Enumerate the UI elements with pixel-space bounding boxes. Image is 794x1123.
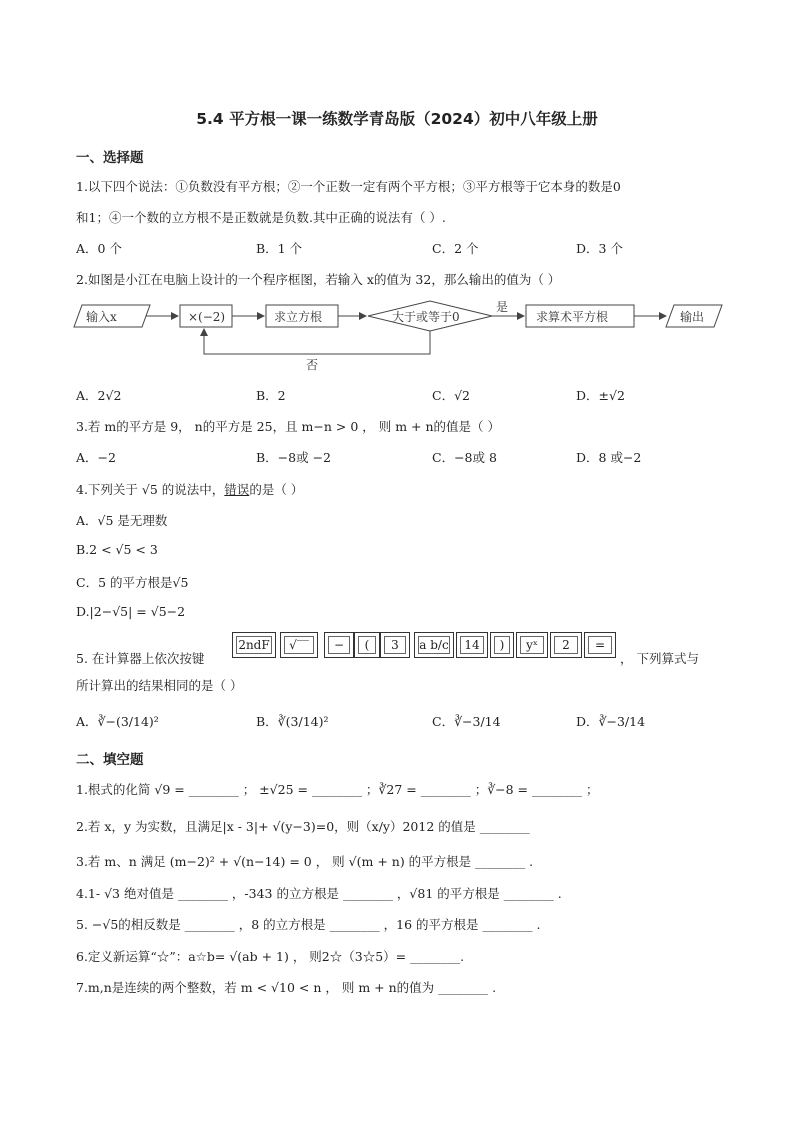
q5-option-b: B．∛(3/14)²	[256, 714, 329, 729]
question-5-line2: 所计算出的结果相同的是（ ）	[76, 678, 243, 693]
flow-output-label: 输出	[680, 310, 705, 324]
question-2-text: 2.如图是小江在电脑上设计的一个程序框图，若输入 x的值为 32，那么输出的值为（ ）	[76, 272, 561, 287]
fill-question-5: 5. −√5的相反数是 ________ ，8 的立方根是 ________ ，16 的平方根是 ________ .	[76, 917, 541, 932]
key-equals: =	[584, 632, 616, 658]
section-heading-choice: 一、选择题	[76, 150, 144, 166]
question-1-line1: 1.以下四个说法：①负数没有平方根；②一个正数一定有两个平方根；③平方根等于它本身的数是0	[76, 179, 621, 194]
question-3-text: 3.若 m的平方是 9， n的平方是 25，且 m−n > 0 ， 则 m + n的值是（ ）	[76, 419, 501, 434]
q3-option-b: B．−8或 −2	[256, 450, 332, 465]
question-5-post: ， 下列算式与	[620, 651, 699, 666]
page-title: 5.4 平方根一课一练数学青岛版（2024）初中八年级上册	[196, 110, 598, 128]
q1-option-c: C．2 个	[432, 241, 479, 256]
q1-option-b: B．1 个	[256, 241, 303, 256]
q4-text-error-word: 错误	[224, 482, 250, 497]
q3-option-d: D．8 或−2	[576, 450, 642, 465]
flow-loop-arrow	[204, 329, 430, 354]
key-minus: −	[324, 632, 354, 658]
q5-option-a: A．∛−(3/14)²	[76, 714, 159, 729]
q2-option-d: D．±√2	[576, 388, 625, 403]
fill-question-4: 4.1- √3 绝对值是 ________ ，-343 的立方根是 ________ ，√81 的平方根是 ________ .	[76, 886, 562, 901]
key-abc: a b/c	[414, 632, 454, 658]
question-4-text	[76, 480, 303, 498]
key-power: yˣ	[516, 632, 548, 658]
q4-text-pre: 4.下列关于 √5 的说法中，	[76, 482, 225, 497]
key-close-paren: )	[490, 632, 514, 658]
flow-sqrt-label: 求算术平方根	[536, 310, 609, 324]
q2-option-c: C．√2	[432, 388, 470, 403]
q4-text-post: 的是（ ）	[249, 482, 304, 497]
q4-option-b: B.2 < √5 < 3	[76, 542, 158, 557]
q1-option-d: D．3 个	[576, 241, 623, 256]
flow-decision-label: 大于或等于0	[392, 310, 460, 324]
section-heading-fill: 二、填空题	[76, 752, 144, 768]
key-3: 3	[380, 632, 410, 658]
fill-question-1: 1.根式的化简 √9 = ________ ； ±√25 = ________ ；∛27 = ________ ；∛−8 = ________ ；	[76, 782, 599, 797]
fill-question-3: 3.若 m、n 满足 (m−2)² + √(n−14) = 0 ， 则 √(m + n) 的平方根是 ________ .	[76, 854, 534, 869]
flow-yes-label: 是	[496, 300, 509, 314]
q3-option-c: C．−8或 8	[432, 450, 497, 465]
fill-question-6: 6.定义新运算“☆”：a☆b= √(ab + 1) ， 则2☆（3☆5）= ________.	[76, 949, 465, 964]
q3-option-a: A．−2	[76, 450, 116, 465]
key-sqrt: √‾‾	[280, 632, 318, 658]
flow-multiply-label: ×(−2)	[188, 310, 226, 324]
q4-option-c: C．5 的平方根是√5	[76, 575, 189, 590]
q2-option-b: B．2	[256, 388, 286, 403]
q5-option-d: D．∛−3/14	[576, 714, 646, 729]
q2-option-a: A．2√2	[76, 388, 122, 403]
program-flowchart	[70, 295, 730, 375]
fill-question-2: 2.若 x，y 为实数，且满足|x - 3|+ √(y−3)=0，则（x/y）2012 的值是 ________	[76, 819, 530, 834]
q5-option-c: C．∛−3/14	[432, 714, 501, 729]
flow-no-label: 否	[306, 358, 319, 372]
q4-option-d: D.|2−√5| = √5−2	[76, 604, 186, 619]
question-5-pre: 5. 在计算器上依次按键	[76, 651, 205, 666]
key-14: 14	[456, 632, 488, 658]
fill-question-7: 7.m,n是连续的两个整数，若 m < √10 < n ， 则 m + n的值为 ________ .	[76, 980, 497, 995]
q1-option-a: A．0 个	[76, 241, 122, 256]
question-1-line2: 和1；④一个数的立方根不是正数就是负数.其中正确的说法有（ ）.	[76, 210, 446, 225]
key-2ndf: 2ndF	[232, 632, 276, 658]
key-2: 2	[550, 632, 582, 658]
flow-input-label: 输入x	[86, 310, 117, 324]
flow-cube-root-label: 求立方根	[274, 310, 323, 324]
key-open-paren: (	[354, 632, 380, 658]
q4-option-a: A．√5 是无理数	[76, 513, 168, 528]
